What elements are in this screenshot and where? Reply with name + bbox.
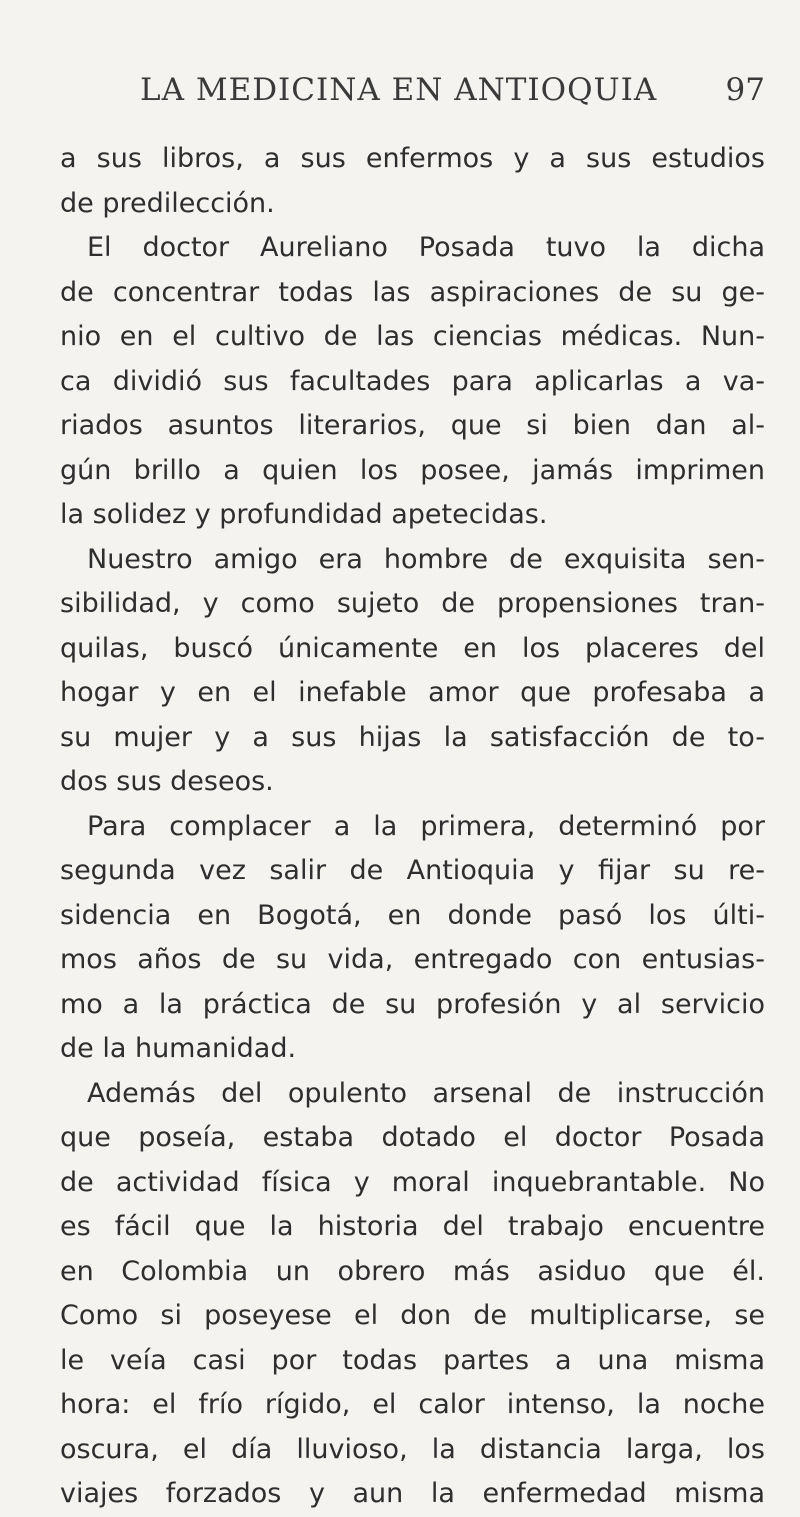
- text-line: viajes forzados y aun la enfermedad misma: [60, 1478, 765, 1509]
- text-line: sidencia en Bogotá, en donde pasó los últi-: [60, 899, 765, 931]
- text-line: la solidez y profundidad apetecidas.: [60, 499, 548, 530]
- text-line: Como si poseyese el don de multiplicarse, se: [60, 1300, 765, 1331]
- body-text: [60, 137, 765, 1517]
- text-line: de concentrar todas las aspiraciones de su ge-: [60, 276, 765, 308]
- text-line: sibilidad, y como sujeto de propensiones tran-: [60, 588, 765, 619]
- text-line: Nuestro amigo era hombre de exquisita sen-: [87, 543, 765, 575]
- text-line: en Colombia un obrero más asiduo que él.: [60, 1255, 765, 1287]
- running-title: LA MEDICINA EN ANTIOQUIA: [140, 72, 658, 108]
- text-line: hora: el frío rígido, el calor intenso, la noche: [60, 1389, 765, 1420]
- text-line: Además del opulento arsenal de instrucción: [87, 1077, 765, 1109]
- text-line: El doctor Aureliano Posada tuvo la dicha: [87, 232, 765, 263]
- text-line: es fácil que la historia del trabajo encuentre: [60, 1211, 765, 1242]
- text-line: de predilección.: [60, 187, 275, 219]
- text-line: que poseía, estaba dotado el doctor Posada: [60, 1122, 765, 1153]
- text-line: le veía casi por todas partes a una misma: [60, 1344, 765, 1376]
- text-line: de la humanidad.: [60, 1033, 297, 1064]
- running-head: [140, 72, 765, 112]
- text-line: dos sus deseos.: [60, 766, 274, 797]
- text-line: Para complacer a la primera, determinó por: [87, 810, 765, 842]
- text-line: gún brillo a quien los posee, jamás imprimen: [60, 454, 765, 486]
- page-number: 97: [725, 72, 765, 108]
- text-line: riados asuntos literarios, que si bien dan al-: [60, 410, 765, 441]
- text-line: hogar y en el inefable amor que profesaba a: [60, 677, 765, 708]
- text-line: mo a la práctica de su profesión y al servicio: [60, 988, 765, 1020]
- text-line: a sus libros, a sus enfermos y a sus estudios: [60, 143, 765, 174]
- text-line: segunda vez salir de Antioquia y fijar su re-: [60, 855, 765, 886]
- text-line: su mujer y a sus hijas la satisfacción de to-: [60, 721, 765, 753]
- text-line: de actividad física y moral inquebrantable. No: [60, 1166, 765, 1198]
- text-line: mos años de su vida, entregado con entusias-: [60, 944, 765, 975]
- text-line: quilas, buscó únicamente en los placeres del: [60, 632, 765, 664]
- text-line: ca dividió sus facultades para aplicarlas a va-: [60, 365, 765, 397]
- text-line: oscura, el día lluvioso, la distancia larga, los: [60, 1433, 765, 1465]
- text-line: nio en el cultivo de las ciencias médicas. Nun-: [60, 321, 765, 352]
